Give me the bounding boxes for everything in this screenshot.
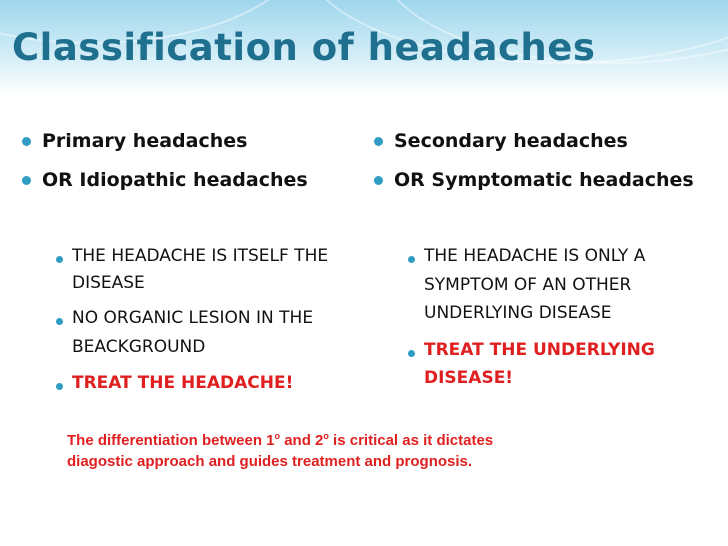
right-heading-symptomatic: OR Symptomatic headaches xyxy=(394,169,694,191)
left-point-1-line-1: THE HEADACHE IS ITSELF THE xyxy=(72,246,329,266)
note-text: is critical as it dictates xyxy=(328,432,494,449)
sub-bullet-icon xyxy=(408,256,415,263)
bullet-icon xyxy=(374,176,383,185)
note-line-2: diagostic approach and guides treatment and prognosis. xyxy=(67,453,473,470)
left-point-3-treat-headache: TREAT THE HEADACHE! xyxy=(72,373,294,393)
right-point-1-line-2: SYMPTOM OF AN OTHER xyxy=(424,275,632,295)
bullet-icon xyxy=(374,137,383,146)
sub-bullet-icon xyxy=(56,256,63,263)
note-line-1 xyxy=(67,430,493,451)
left-heading-idiopathic: OR Idiopathic headaches xyxy=(42,169,308,191)
left-point-2-line-2: BEACKGROUND xyxy=(72,337,206,357)
right-point-1-line-3: UNDERLYING DISEASE xyxy=(424,303,612,323)
note-text: The differentiation between 1 xyxy=(67,432,275,449)
differentiation-note xyxy=(67,430,493,472)
sub-bullet-icon xyxy=(56,383,63,390)
right-point-2-line-1: TREAT THE UNDERLYING xyxy=(424,340,655,360)
sub-bullet-icon xyxy=(56,318,63,325)
degree-mark: o xyxy=(323,431,329,441)
degree-mark: o xyxy=(274,431,281,441)
note-text: and 2 xyxy=(280,432,324,449)
bullet-icon xyxy=(22,137,31,146)
left-point-1-line-2: DISEASE xyxy=(72,273,145,293)
bullet-icon xyxy=(22,176,31,185)
sub-bullet-icon xyxy=(408,350,415,357)
right-point-1-line-1: THE HEADACHE IS ONLY A xyxy=(424,246,646,266)
slide-title: Classification of headaches xyxy=(12,26,596,69)
left-point-2-line-1: NO ORGANIC LESION IN THE xyxy=(72,308,314,328)
right-point-2-line-2: DISEASE! xyxy=(424,368,514,388)
right-heading-secondary: Secondary headaches xyxy=(394,130,628,152)
left-heading-primary: Primary headaches xyxy=(42,130,248,152)
